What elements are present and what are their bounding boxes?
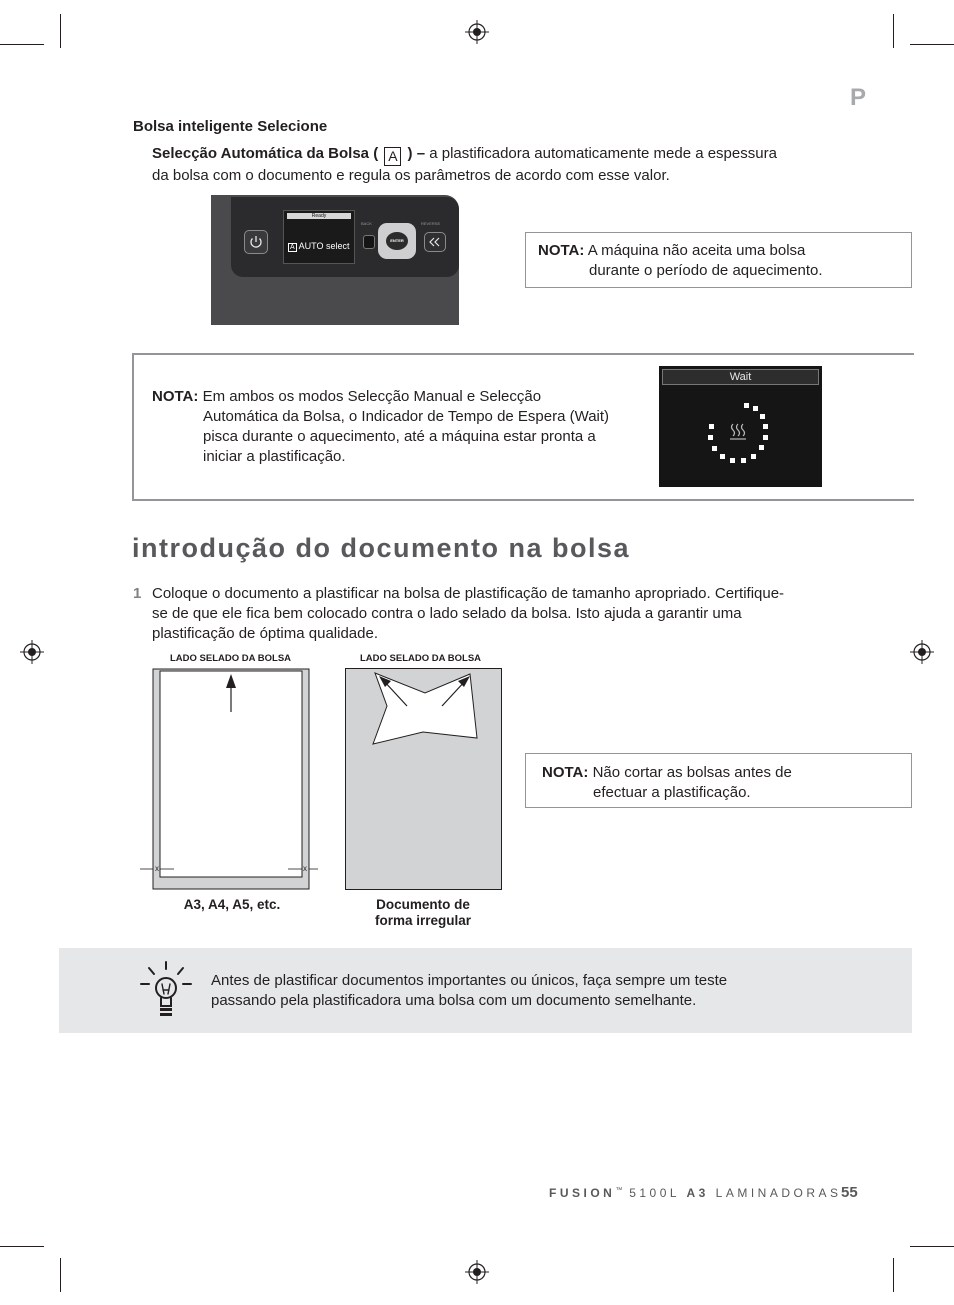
- crop-mark: [60, 1258, 61, 1292]
- note-label: NOTA:: [152, 388, 199, 405]
- display-status: Ready: [287, 213, 351, 219]
- step-number: 1: [133, 585, 142, 602]
- display-auto-select: A AUTO select: [290, 241, 350, 251]
- step-text: Coloque o documento a plastificar na bolsa de plastificação de tamanho apropriado. Certifique- se de que ele fica bem colocado contra o lado selado da bolsa. Isto ajuda a garantir uma plastificação de óptima qualidade.: [152, 585, 785, 642]
- crop-mark: [60, 14, 61, 48]
- section-title: introdução do documento na bolsa: [132, 533, 631, 563]
- lightbulb-icon: [138, 960, 194, 1020]
- power-icon: [245, 231, 267, 253]
- margin-mark-right: x: [303, 864, 307, 873]
- back-label: BACK: [361, 221, 372, 226]
- nav-pad: [378, 223, 416, 259]
- registration-mark-icon: [20, 640, 44, 664]
- crop-mark: [893, 1258, 894, 1292]
- wait-screen-image: [659, 366, 822, 487]
- margin-mark-left: x: [155, 864, 159, 873]
- panel-display: [283, 210, 355, 264]
- lead-bold-2: ) –: [407, 145, 426, 162]
- registration-mark-icon: [910, 640, 934, 664]
- tip-text: Antes de plastificar documentos importantes ou únicos, faça sempre um teste passando pela plastificadora uma bolsa com um documento semelhante.: [211, 972, 728, 1009]
- pouch-diagram-irregular: [345, 668, 503, 892]
- footer-model: 5100L: [629, 1186, 680, 1200]
- section-heading: Bolsa inteligente Selecione: [133, 118, 328, 135]
- page-number: 55: [841, 1184, 858, 1201]
- note-text: durante o período de aquecimento.: [589, 262, 823, 279]
- footer-brand: FUSION: [549, 1186, 616, 1200]
- wait-title: Wait: [662, 369, 819, 385]
- note-box-warmup: [525, 232, 912, 288]
- power-button: [244, 230, 268, 254]
- rewind-icon: [425, 233, 445, 251]
- language-marker: P: [850, 84, 867, 111]
- crop-mark: [893, 14, 894, 48]
- lead-line-2: da bolsa com o documento e regula os parâmetros de acordo com esse valor.: [152, 167, 670, 184]
- back-button: [363, 235, 375, 249]
- reverse-label: REVERSE: [421, 221, 441, 226]
- footer-product: LAMINADORAS: [715, 1186, 842, 1200]
- diagram-label-right: LADO SELADO DA BOLSA: [360, 653, 482, 664]
- control-panel-image: [211, 195, 459, 325]
- footer-size: A3: [686, 1186, 709, 1200]
- enter-button: ENTER: [386, 232, 408, 250]
- auto-select-icon: A: [384, 147, 401, 166]
- note-label: NOTA:: [542, 764, 589, 781]
- footer-product-line: FUSION™ 5100L A3 LAMINADORAS: [549, 1186, 842, 1200]
- crop-mark: [910, 44, 954, 45]
- registration-mark-icon: [465, 20, 489, 44]
- crop-mark: [0, 1246, 44, 1247]
- lead-paragraph: [152, 144, 832, 185]
- lead-bold-1: Selecção Automática da Bolsa (: [152, 145, 379, 162]
- wait-note-text: NOTA: Em ambos os modos Selecção Manual e Selecção Automática da Bolsa, o Indicador de Tempo de Espera (Wait) pisca durante o aquecimento, até a máquina estar pronta a iniciar a plastificação.: [152, 388, 610, 465]
- registration-mark-icon: [465, 1260, 489, 1284]
- lead-line-1: [152, 144, 832, 166]
- note-text: A máquina não aceita uma bolsa: [587, 242, 806, 259]
- lead-text: a plastificadora automaticamente mede a espessura: [429, 145, 777, 162]
- note-text: Não cortar as bolsas antes de: [592, 764, 792, 781]
- diagram-label-left: LADO SELADO DA BOLSA: [170, 653, 292, 664]
- note-label: NOTA:: [538, 242, 585, 259]
- reverse-button: [424, 232, 446, 252]
- diagram-caption-right: Documento de forma irregular: [374, 897, 472, 928]
- crop-mark: [0, 44, 44, 45]
- note-text: efectuar a plastificação.: [593, 784, 751, 801]
- note-box-no-cut: [525, 753, 912, 808]
- diagram-caption-left: A3, A4, A5, etc.: [183, 897, 281, 912]
- pouch-diagram-standard: [138, 666, 318, 894]
- wait-spinner-icon: [700, 400, 780, 470]
- crop-mark: [910, 1246, 954, 1247]
